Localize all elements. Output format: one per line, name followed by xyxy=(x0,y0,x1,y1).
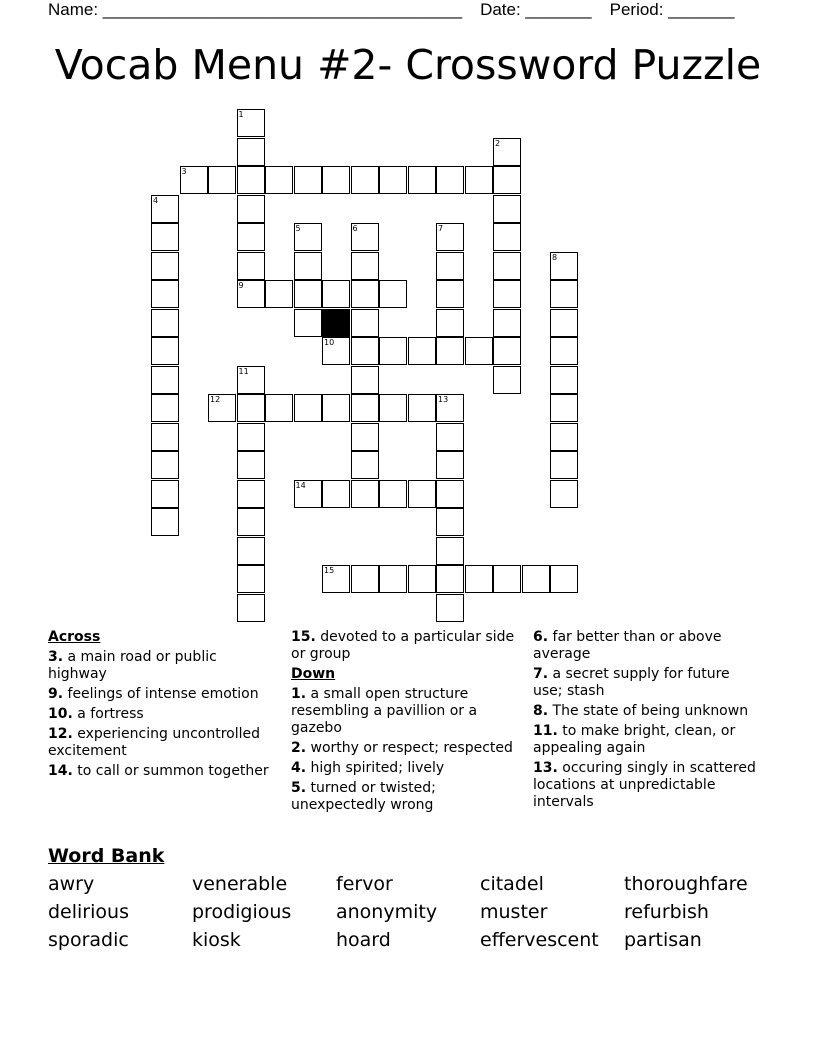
crossword-cell[interactable] xyxy=(265,280,293,308)
crossword-cell[interactable] xyxy=(408,565,436,593)
crossword-cell[interactable] xyxy=(237,423,265,451)
across-clue: 10. a fortress xyxy=(48,706,144,722)
crossword-cell[interactable] xyxy=(351,366,379,394)
crossword-cell[interactable] xyxy=(237,166,265,194)
date-field[interactable]: Date: _______ xyxy=(480,0,592,19)
word-bank-item: venerable xyxy=(192,873,288,895)
clue-number: 8 xyxy=(552,252,558,262)
crossword-cell[interactable] xyxy=(493,337,521,365)
clue-number: 5 xyxy=(295,224,301,233)
crossword-cell[interactable] xyxy=(436,480,464,508)
crossword-cell[interactable] xyxy=(151,280,179,308)
crossword-cell[interactable] xyxy=(493,565,521,593)
crossword-cell[interactable] xyxy=(408,480,436,508)
clue-number: 15 xyxy=(324,566,335,575)
clue-number: 4 xyxy=(153,195,159,205)
crossword-cell[interactable] xyxy=(208,166,236,194)
crossword-cell[interactable] xyxy=(493,166,521,194)
crossword-cell[interactable] xyxy=(151,508,179,536)
down-clue: 4. high spirited; lively xyxy=(291,760,445,776)
crossword-cell[interactable] xyxy=(351,423,379,451)
crossword-cell[interactable] xyxy=(550,309,578,337)
clue-number: 2 xyxy=(495,138,501,148)
crossword-cell[interactable] xyxy=(265,394,293,422)
crossword-cell[interactable] xyxy=(322,480,350,508)
word-bank-item: hoard xyxy=(336,929,391,951)
crossword-cell[interactable] xyxy=(493,309,521,337)
crossword-cell[interactable] xyxy=(237,480,265,508)
crossword-cell[interactable] xyxy=(550,565,578,593)
crossword-cell[interactable] xyxy=(351,394,379,422)
crossword-cell[interactable] xyxy=(550,252,578,280)
crossword-cell[interactable] xyxy=(294,480,322,508)
crossword-cell[interactable] xyxy=(151,451,179,479)
crossword-cell[interactable] xyxy=(151,309,179,337)
crossword-cell[interactable] xyxy=(151,394,179,422)
word-bank-item: thoroughfare xyxy=(624,873,748,895)
crossword-cell[interactable] xyxy=(436,166,464,194)
crossword-cell[interactable] xyxy=(322,337,350,365)
clue-number: 12 xyxy=(210,395,221,404)
crossword-cell[interactable] xyxy=(436,451,464,479)
crossword-cell[interactable] xyxy=(436,337,464,365)
crossword-cell[interactable] xyxy=(493,195,521,223)
crossword-cell[interactable] xyxy=(351,337,379,365)
crossword-cell[interactable] xyxy=(436,537,464,565)
crossword-cell[interactable] xyxy=(436,223,464,251)
name-field[interactable]: Name: ______________________________________ xyxy=(48,0,463,19)
crossword-cell[interactable] xyxy=(265,166,293,194)
word-bank-item: effervescent xyxy=(480,929,599,951)
crossword-cell[interactable] xyxy=(322,565,350,593)
word-bank-item: anonymity xyxy=(336,901,438,923)
clue-column-1 xyxy=(48,629,280,783)
crossword-cell[interactable] xyxy=(436,309,464,337)
clue-number: 11 xyxy=(238,366,249,376)
crossword-cell[interactable] xyxy=(151,195,179,223)
crossword-cell[interactable] xyxy=(465,166,493,194)
crossword-cell[interactable] xyxy=(436,280,464,308)
crossword-cell[interactable] xyxy=(550,423,578,451)
crossword-cell[interactable] xyxy=(379,565,407,593)
crossword-cell[interactable] xyxy=(379,480,407,508)
crossword-cell[interactable] xyxy=(351,223,379,251)
crossword-cell[interactable] xyxy=(208,394,236,422)
clue-column-3 xyxy=(533,629,763,814)
clue-number: 6 xyxy=(352,224,358,233)
crossword-cell[interactable] xyxy=(294,223,322,251)
across-clue: 15. devoted to a particular side or group xyxy=(291,629,515,662)
word-bank-item: delirious xyxy=(48,901,129,923)
crossword-cell[interactable] xyxy=(550,394,578,422)
crossword-cell[interactable] xyxy=(237,280,265,308)
crossword-cell[interactable] xyxy=(237,451,265,479)
crossword-cell[interactable] xyxy=(237,366,265,394)
clue-number: 10 xyxy=(324,338,335,347)
clue-number: 1 xyxy=(238,110,244,119)
page-title: Vocab Menu #2- Crossword Puzzle xyxy=(54,41,762,89)
crossword-cell[interactable] xyxy=(379,337,407,365)
crossword-cell[interactable] xyxy=(237,138,265,166)
crossword-cell[interactable] xyxy=(294,394,322,422)
crossword-cell[interactable] xyxy=(493,138,521,166)
crossword-cell[interactable] xyxy=(151,423,179,451)
crossword-cell[interactable] xyxy=(550,337,578,365)
crossword-cell[interactable] xyxy=(493,252,521,280)
crossword-cell[interactable] xyxy=(379,394,407,422)
crossword-cell[interactable] xyxy=(351,451,379,479)
word-bank-heading: Word Bank xyxy=(48,845,165,867)
crossword-cell[interactable] xyxy=(237,508,265,536)
crossword-cell[interactable] xyxy=(493,280,521,308)
word-bank-item: kiosk xyxy=(192,929,241,951)
crossword-cell[interactable] xyxy=(493,366,521,394)
clue-number: 14 xyxy=(295,480,306,490)
crossword-cell[interactable] xyxy=(351,480,379,508)
crossword-cell[interactable] xyxy=(408,166,436,194)
crossword-cell[interactable] xyxy=(379,280,407,308)
crossword-cell[interactable] xyxy=(294,252,322,280)
down-clue: 8. The state of being unknown xyxy=(533,703,749,719)
down-clue: 5. turned or twisted; unexpectedly wrong xyxy=(291,780,436,813)
crossword-cell[interactable] xyxy=(550,280,578,308)
clue-number: 3 xyxy=(181,167,187,176)
crossword-cell[interactable] xyxy=(237,109,265,137)
down-clue: 13. occuring singly in scattered locations at unpredictable intervals xyxy=(533,760,756,810)
crossword-cell[interactable] xyxy=(294,309,322,337)
crossword-cell[interactable] xyxy=(237,195,265,223)
word-bank-item: awry xyxy=(48,873,95,895)
crossword-cell[interactable] xyxy=(237,223,265,251)
across-clue: 9. feelings of intense emotion xyxy=(48,686,259,702)
crossword-cell[interactable] xyxy=(436,423,464,451)
crossword-cell[interactable] xyxy=(465,565,493,593)
crossword-cell[interactable] xyxy=(322,394,350,422)
period-field[interactable]: Period: _______ xyxy=(609,0,735,19)
clue-number: 13 xyxy=(438,395,449,404)
crossword-cell[interactable] xyxy=(237,537,265,565)
word-bank-item: partisan xyxy=(624,929,702,951)
word-bank-item: refurbish xyxy=(624,901,709,923)
crossword-cell[interactable] xyxy=(351,280,379,308)
word-bank-item: prodigious xyxy=(192,901,292,923)
crossword-cell[interactable] xyxy=(436,252,464,280)
crossword-cell[interactable] xyxy=(237,594,265,622)
down-clue: 11. to make bright, clean, or appealing again xyxy=(533,723,736,756)
crossword-cell[interactable] xyxy=(151,223,179,251)
crossword-cell[interactable] xyxy=(237,252,265,280)
crossword-cell[interactable] xyxy=(550,480,578,508)
crossword-cell[interactable] xyxy=(408,394,436,422)
black-square xyxy=(322,309,350,337)
crossword-cell[interactable] xyxy=(151,252,179,280)
across-clue: 14. to call or summon together xyxy=(48,763,269,779)
crossword-cell[interactable] xyxy=(151,366,179,394)
crossword-cell[interactable] xyxy=(294,166,322,194)
crossword-cell[interactable] xyxy=(550,451,578,479)
crossword-cell[interactable] xyxy=(351,166,379,194)
crossword-cell[interactable] xyxy=(522,565,550,593)
word-bank-item: muster xyxy=(480,901,548,923)
down-clue: 7. a secret supply for future use; stash xyxy=(533,666,730,699)
down-heading: Down xyxy=(291,666,336,682)
crossword-cell[interactable] xyxy=(237,394,265,422)
clue-number: 7 xyxy=(438,224,444,233)
down-clue: 2. worthy or respect; respected xyxy=(291,740,513,756)
crossword-cell[interactable] xyxy=(493,223,521,251)
crossword-cell[interactable] xyxy=(351,252,379,280)
crossword-cell[interactable] xyxy=(436,565,464,593)
crossword-cell[interactable] xyxy=(322,166,350,194)
crossword-cell[interactable] xyxy=(151,337,179,365)
clue-number: 9 xyxy=(238,281,244,290)
across-clue: 12. experiencing uncontrolled excitement xyxy=(48,726,261,759)
across-clue: 3. a main road or public highway xyxy=(48,649,217,682)
crossword-cell[interactable] xyxy=(436,394,464,422)
crossword-cell[interactable] xyxy=(180,166,208,194)
crossword-cell[interactable] xyxy=(151,480,179,508)
crossword-cell[interactable] xyxy=(436,508,464,536)
clue-column-2 xyxy=(291,629,517,817)
crossword-cell[interactable] xyxy=(436,594,464,622)
crossword-cell[interactable] xyxy=(294,280,322,308)
word-bank-item: citadel xyxy=(480,873,544,895)
word-bank-item: sporadic xyxy=(48,929,129,951)
across-heading: Across xyxy=(48,629,101,645)
crossword-cell[interactable] xyxy=(351,565,379,593)
crossword-cell[interactable] xyxy=(351,309,379,337)
crossword-cell[interactable] xyxy=(322,280,350,308)
down-clue: 1. a small open structure resembling a pavillion or a gazebo xyxy=(291,686,478,736)
word-bank-item: fervor xyxy=(336,873,393,895)
word-bank xyxy=(48,873,788,951)
crossword-cell[interactable] xyxy=(379,166,407,194)
crossword-cell[interactable] xyxy=(465,337,493,365)
crossword-cell[interactable] xyxy=(408,337,436,365)
crossword-cell[interactable] xyxy=(550,366,578,394)
crossword-cell[interactable] xyxy=(237,565,265,593)
down-clue: 6. far better than or above average xyxy=(533,629,722,662)
